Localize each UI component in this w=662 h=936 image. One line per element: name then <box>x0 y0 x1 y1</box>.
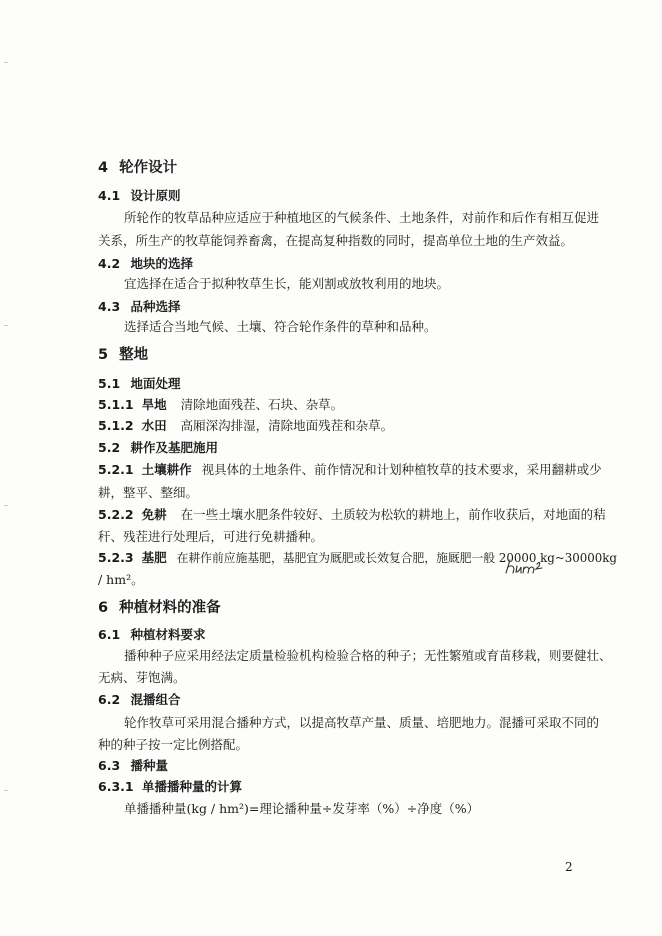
section-6-2-heading <box>98 692 181 708</box>
scan-mark <box>4 325 8 326</box>
clause-number: 5.2.1 <box>98 462 134 477</box>
section-title: 地块的选择 <box>130 256 194 271</box>
clause-title: 土壤耕作 <box>141 462 192 477</box>
section-number: 4.2 <box>98 256 121 271</box>
clause-continuation: / hm²。 <box>98 572 144 587</box>
section-title: 混播组合 <box>130 692 181 707</box>
section-6-3-heading <box>98 758 168 774</box>
clause-text: 清除地面残茬、石块、杂草。 <box>180 397 344 412</box>
clause-number: 5.1.2 <box>98 418 134 433</box>
section-title: 品种选择 <box>130 299 181 314</box>
section-number: 6 <box>98 600 109 616</box>
section-number: 5.2 <box>98 440 121 455</box>
section-6-1-heading <box>98 627 206 643</box>
section-title: 轮作设计 <box>119 160 178 176</box>
section-6-3-1-heading <box>98 779 242 795</box>
handwritten-annotation <box>504 556 550 576</box>
clause-number: 5.1.1 <box>98 397 134 412</box>
section-title: 设计原则 <box>130 188 181 203</box>
section-number: 5 <box>98 347 109 363</box>
paragraph-line: 所轮作的牧草品种应适应于种植地区的气候条件、土地条件，对前作和后作有相互促进 <box>124 210 600 225</box>
section-title: 单播播种量的计算 <box>141 779 242 794</box>
section-number: 5.1 <box>98 376 121 391</box>
clause-5-1-1 <box>98 397 343 413</box>
paragraph-line: 无病、芽饱满。 <box>98 670 186 685</box>
formula-line: 单播播种量(kg / hm²)=理论播种量÷发芽率（%）÷净度（%） <box>124 801 480 816</box>
section-number: 4.1 <box>98 188 121 203</box>
scan-mark <box>4 62 8 63</box>
section-title: 整地 <box>119 347 149 363</box>
clause-continuation: 耕，整平、整细。 <box>98 485 199 500</box>
section-number: 6.2 <box>98 692 121 707</box>
section-title: 种植材料的准备 <box>119 600 221 616</box>
paragraph-line: 轮作牧草可采用混合播种方式，以提高牧草产量、质量、培肥地力。混播可采取不同的 <box>124 715 600 730</box>
section-title: 地面处理 <box>130 376 181 391</box>
clause-text: 视具体的土地条件、前作情况和计划种植牧草的技术要求，采用翻耕或少 <box>201 462 602 477</box>
clause-text: 高厢深沟排湿，清除地面残茬和杂草。 <box>180 418 394 433</box>
clause-title: 水田 <box>141 418 167 433</box>
section-number: 6.3.1 <box>98 779 134 794</box>
section-5-2-heading <box>98 440 218 456</box>
paragraph-line: 关系，所生产的牧草能饲养畜禽，在提高复种指数的同时，提高单位土地的生产效益。 <box>98 233 574 248</box>
section-5-1-heading <box>98 376 181 392</box>
section-title: 播种量 <box>130 758 169 773</box>
scan-mark <box>4 790 8 791</box>
section-6-heading <box>98 600 221 616</box>
clause-5-2-2 <box>98 507 606 523</box>
section-4-1-heading <box>98 188 181 204</box>
section-5-heading <box>98 347 148 363</box>
section-title: 种植材料要求 <box>130 627 206 642</box>
clause-title: 免耕 <box>141 507 167 522</box>
clause-number: 5.2.3 <box>98 550 134 565</box>
paragraph-line: 播种种子应采用经法定质量检验机构检验合格的种子；无性繁殖或育苗移栽，则要健壮、 <box>124 648 612 663</box>
paragraph-line: 种的种子按一定比例搭配。 <box>98 737 249 752</box>
clause-continuation: 秆、残茬进行处理后，可进行免耕播种。 <box>98 529 324 544</box>
clause-text: 在耕作前应施基肥，基肥宜为厩肥或长效复合肥，施厩肥一般 20000 kg~30000kg <box>176 551 617 565</box>
section-number: 4 <box>98 160 109 176</box>
page-number: 2 <box>565 860 573 874</box>
paragraph-line: 宜选择在适合于拟种牧草生长，能刈割或放牧利用的地块。 <box>124 276 450 291</box>
clause-title: 旱地 <box>141 397 167 412</box>
scan-mark <box>4 505 8 506</box>
clause-text: 在一些土壤水肥条件较好、土质较为松软的耕地上，前作收获后，对地面的秸 <box>180 507 606 522</box>
section-number: 6.1 <box>98 627 121 642</box>
section-4-3-heading <box>98 299 181 315</box>
paragraph-line: 选择适合当地气候、土壤、符合轮作条件的草种和品种。 <box>124 319 437 334</box>
section-4-heading <box>98 160 177 176</box>
section-4-2-heading <box>98 256 193 272</box>
section-number: 4.3 <box>98 299 121 314</box>
clause-title: 基肥 <box>141 550 167 565</box>
clause-5-1-2 <box>98 418 393 434</box>
section-number: 6.3 <box>98 758 121 773</box>
clause-number: 5.2.2 <box>98 507 134 522</box>
section-title: 耕作及基肥施用 <box>130 440 219 455</box>
clause-5-2-1 <box>98 462 602 478</box>
